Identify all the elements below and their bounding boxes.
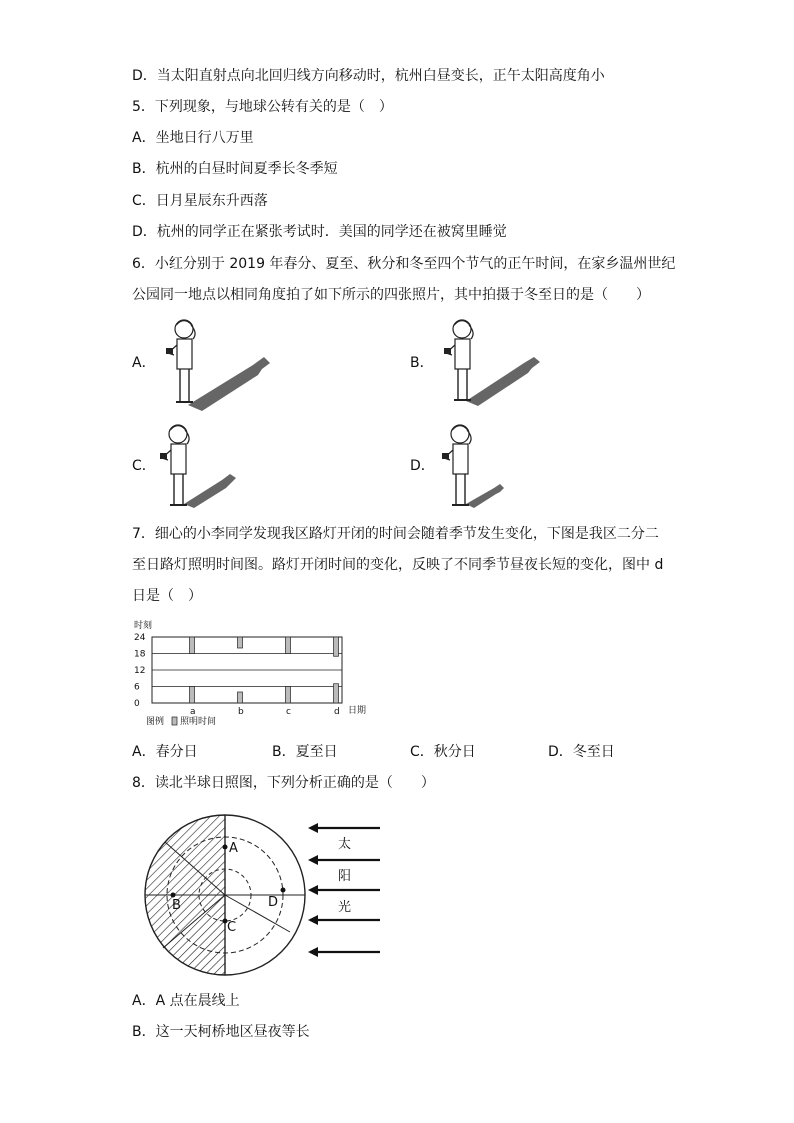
q7-stem-line3: 日是（ ） <box>132 588 202 604</box>
q8-stem: 8．读北半球日照图，下列分析正确的是（ ） <box>132 775 435 791</box>
chart-xlabel: 日期 <box>348 706 367 716</box>
sun-char-3: 光 <box>338 900 352 915</box>
q5-option-c[interactable]: C．日月星辰东升西落 <box>132 193 268 209</box>
q7-stem-line2: 至日路灯照明时间图。路灯开闭时间的变化，反映了不同季节昼夜长短的变化，图中 d <box>132 557 664 573</box>
y-tick-label: 12 <box>134 666 146 676</box>
point-c-label: C <box>227 920 237 935</box>
photo-c-girl-short-shadow[interactable] <box>150 418 250 513</box>
y-tick-label: 0 <box>134 699 140 709</box>
x-tick-label-d: d <box>334 707 340 717</box>
lighting-bar-c-evening <box>286 637 291 654</box>
chart-legend-item: 照明时间 <box>180 717 217 727</box>
point-d-dot <box>281 888 286 893</box>
q5-option-a[interactable]: A．坐地日行八万里 <box>132 130 254 146</box>
q5-stem: 5．下列现象，与地球公转有关的是（ ） <box>132 99 393 115</box>
y-tick-label: 18 <box>134 649 146 660</box>
q6-label-a[interactable]: A． <box>132 355 156 371</box>
q7-option-d[interactable]: D．冬至日 <box>548 744 615 760</box>
y-tick-label: 24 <box>134 633 146 643</box>
q4-option-d: D．当太阳直射点向北回归线方向移动时，杭州白昼变长，正午太阳高度角小 <box>132 68 605 84</box>
shadow-shape <box>184 474 236 508</box>
photo-a-girl-long-shadow[interactable] <box>158 313 278 413</box>
q7-option-b[interactable]: B．夏至日 <box>272 744 338 760</box>
q7-stem-line1: 7．细心的小李同学发现我区路灯开闭的时间会随着季节发生变化，下图是我区二分二 <box>132 526 659 542</box>
legend-swatch <box>172 717 177 725</box>
point-a-label: A <box>229 841 238 856</box>
q6-stem-line1: 6．小红分别于 2019 年春分、夏至、秋分和冬至四个节气的正午时间，在家乡温州世纪 <box>132 256 676 272</box>
photo-d-girl-short-shadow[interactable] <box>432 418 532 513</box>
northern-hemisphere-illumination-diagram <box>140 810 390 980</box>
point-b-dot <box>171 893 176 898</box>
chart-legend: 图例 <box>146 717 165 727</box>
point-a-dot <box>223 845 228 850</box>
q6-label-c[interactable]: C． <box>132 458 156 474</box>
shadow-shape <box>466 484 504 508</box>
q5-option-d[interactable]: D．杭州的同学正在紧张考试时．美国的同学还在被窝里睡觉 <box>132 224 507 240</box>
q8-option-b[interactable]: B．这一天柯桥地区昼夜等长 <box>132 1024 310 1040</box>
lighting-bar-d-morning <box>334 684 339 703</box>
sun-char-2: 阳 <box>338 869 352 884</box>
point-d-label: D <box>268 895 279 910</box>
lighting-bar-a-morning <box>190 687 195 704</box>
q6-label-b[interactable]: B． <box>410 355 434 371</box>
lighting-bar-c-morning <box>286 687 291 704</box>
point-b-label: B <box>172 898 181 913</box>
lighting-bar-d-evening <box>334 637 339 656</box>
q7-option-c[interactable]: C．秋分日 <box>410 744 476 760</box>
q6-label-d[interactable]: D． <box>410 458 435 474</box>
photo-b-girl-long-shadow[interactable] <box>436 313 546 408</box>
x-tick-label-b: b <box>238 707 244 717</box>
sun-char-1: 太 <box>338 837 352 852</box>
shadow-shape <box>188 357 270 411</box>
street-lamp-chart <box>130 618 390 730</box>
lighting-bar-b-morning <box>238 692 243 703</box>
q6-stem-line2: 公园同一地点以相同角度拍了如下所示的四张照片，其中拍摄于冬至日的是（ ） <box>132 287 650 303</box>
q5-option-b[interactable]: B．杭州的白昼时间夏季长冬季短 <box>132 161 338 177</box>
x-tick-label-c: c <box>286 707 291 717</box>
y-tick-label: 6 <box>134 682 140 693</box>
lighting-bar-a-evening <box>190 637 195 654</box>
shadow-shape <box>466 357 540 406</box>
chart-ylabel: 时刻 <box>134 621 153 631</box>
q8-option-a[interactable]: A．A 点在晨线上 <box>132 993 240 1009</box>
x-tick-label-a: a <box>190 707 196 717</box>
q7-option-a[interactable]: A．春分日 <box>132 744 198 760</box>
lighting-bar-b-evening <box>238 637 243 648</box>
